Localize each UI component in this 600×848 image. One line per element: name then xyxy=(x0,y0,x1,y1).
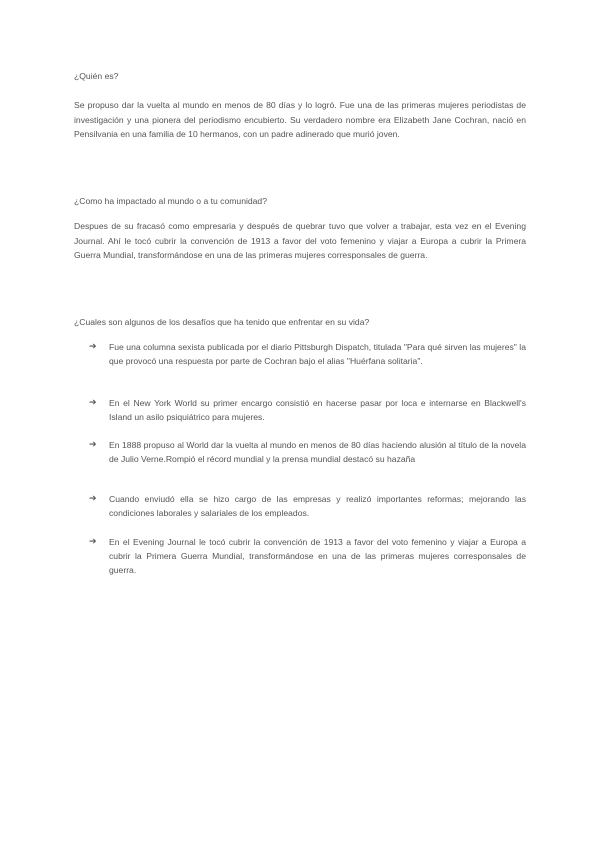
list-item-text: En el New York World su primer encargo consistió en hacerse pasar por loca e internarse en Blackwell's Island un asilo psiquiátrico para mujeres. xyxy=(109,398,526,422)
list-item-text: Cuando enviudó ella se hizo cargo de las empresas y realizó importantes reformas; mejorando las condiciones laborales y salariales de los empleados. xyxy=(109,494,526,518)
arrow-bullet-icon: ➔ xyxy=(89,537,97,547)
arrow-bullet-icon: ➔ xyxy=(89,494,97,504)
list-item-text: Fue una columna sexista publicada por el diario Pittsburgh Dispatch, titulada "Para qué sirven las mujeres" la que provocó una respuesta por parte de Cochran bajo el alias "Huérfana solitaria". xyxy=(109,342,526,366)
list-item-text: En el Evening Journal le tocó cubrir la convención de 1913 a favor del voto femenino y viajar a Europa a cubrir la Primera Guerra Mundial, transformándose en una de las primeras mujeres corresponsales de guerra. xyxy=(109,537,526,575)
section-heading-quien-es: ¿Quién es? xyxy=(74,71,119,81)
arrow-bullet-icon: ➔ xyxy=(89,440,97,450)
section-paragraph-quien-es: Se propuso dar la vuelta al mundo en menos de 80 días y lo logró. Fue una de las primeras mujeres periodistas de investigación y una pionera del periodismo encubierto. Su verdadero nombre era Elizabeth Jane Cochran, nació en Pensilvania en una familia de 10 hermanos, con un padre adinerado que murió joven. xyxy=(74,100,526,139)
arrow-bullet-icon: ➔ xyxy=(89,342,97,352)
section-paragraph-impacto: Despues de su fracasó como empresaria y después de quebrar tuvo que volver a trabajar, esta vez en el Evening Journal. Ahí le tocó cubrir la convención de 1913 a favor del voto femenino y viajar a Europa a cubrir la Primera Guerra Mundial, transformándose en una de las primeras mujeres corresponsales de guerra. xyxy=(74,221,526,260)
arrow-bullet-icon: ➔ xyxy=(89,398,97,408)
section-heading-impacto: ¿Como ha impactado al mundo o a tu comunidad? xyxy=(74,196,267,206)
list-item-text: En 1888 propuso al World dar la vuelta al mundo en menos de 80 días haciendo alusión al título de la novela de Julio Verne.Rompió el récord mundial y la prensa mundial destacó su hazaña xyxy=(109,440,526,464)
section-heading-desafios: ¿Cuales son algunos de los desafíos que ha tenido que enfrentar en su vida? xyxy=(74,317,370,327)
